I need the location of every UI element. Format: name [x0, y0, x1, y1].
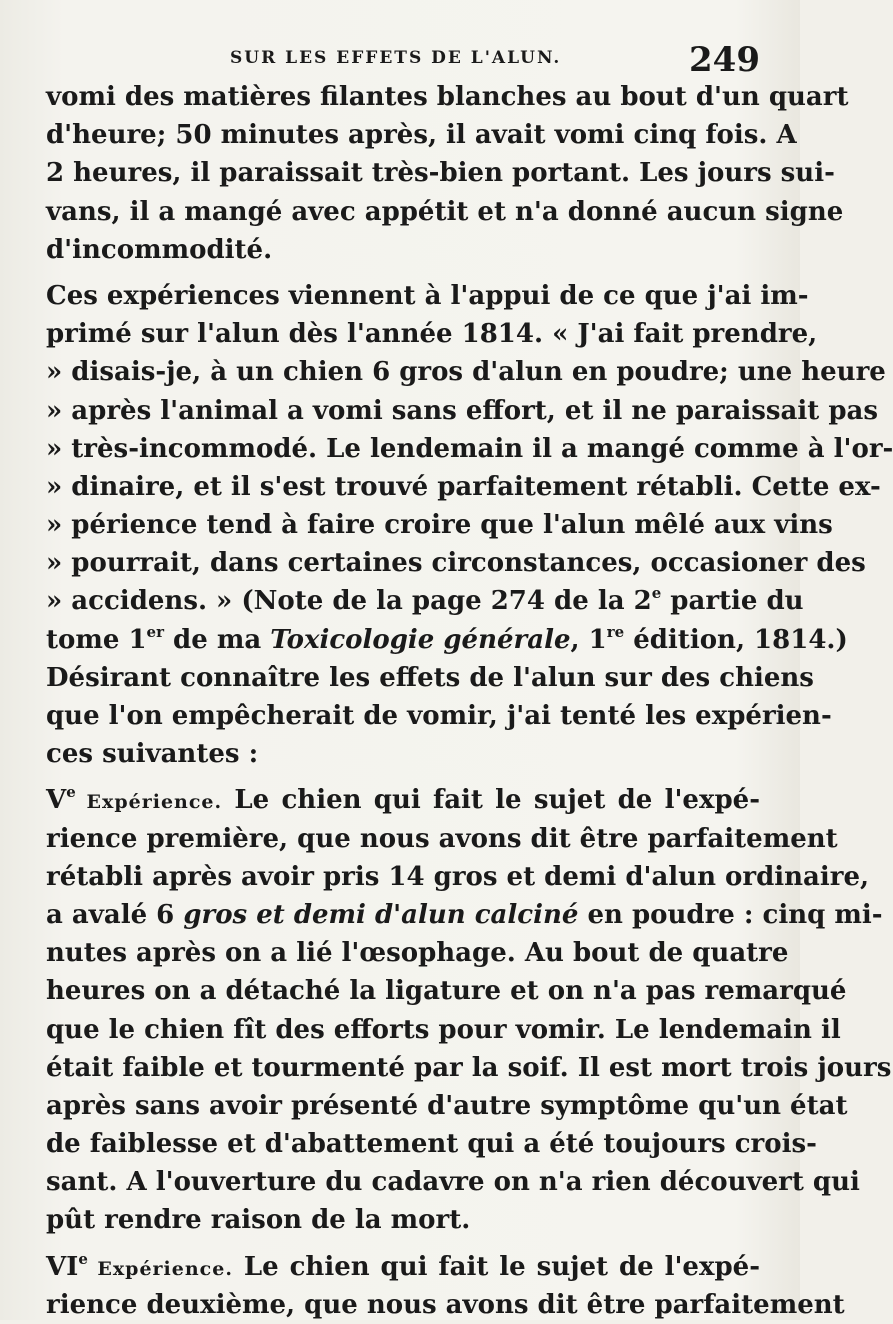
superscript: e — [78, 1249, 88, 1268]
page-header — [0, 40, 800, 80]
experiment-label: Expérience. — [75, 791, 223, 814]
text-line: » disais-je, à un chien 6 gros d'alun en poudre; une heure — [46, 357, 886, 388]
text-fragment: » accidens. » (Note de la page 274 de la 2 — [46, 586, 652, 617]
text-line — [46, 896, 883, 934]
text-line: pût rendre raison de la mort. — [46, 1205, 471, 1236]
italic-phrase: gros et demi d'alun calciné — [183, 899, 579, 930]
paragraph-quotation — [46, 277, 893, 659]
text-line — [46, 621, 848, 659]
text-line: après sans avoir présenté d'autre symptôme qu'un état — [46, 1090, 848, 1121]
text-line: » pourrait, dans certaines circonstances, occasioner des — [46, 548, 866, 579]
text-line — [46, 1248, 760, 1286]
text-fragment: édition, 1814.) — [624, 624, 848, 655]
text-line: 2 heures, il paraissait très-bien portant. Les jours sui- — [46, 158, 835, 189]
text-line: » périence tend à faire croire que l'alun mêlé aux vins — [46, 510, 833, 541]
text-line: sant. A l'ouverture du cadavre on n'a rien découvert qui — [46, 1167, 860, 1198]
text-line: Désirant connaître les effets de l'alun sur des chiens — [46, 662, 814, 693]
superscript: er — [146, 622, 164, 641]
superscript: e — [651, 584, 662, 603]
text-line: vomi des matières filantes blanches au bout d'un quart — [46, 82, 849, 112]
text-line: était faible et tourmenté par la soif. Il est mort trois jours — [46, 1052, 892, 1083]
paragraph-intro — [46, 659, 832, 774]
paragraph-experiment-5 — [46, 781, 892, 1239]
text-line: Ces expériences viennent à l'appui de ce que j'ai im- — [46, 280, 809, 311]
text-line: primé sur l'alun dès l'année 1814. « J'ai fait prendre, — [46, 319, 818, 350]
text-line: » très-incommodé. Le lendemain il a mangé comme à l'or- — [46, 433, 893, 464]
text-line — [46, 781, 760, 819]
text-line: ces suivantes : — [46, 739, 259, 770]
text-line: rétabli après avoir pris 14 gros et demi d'alun ordinaire, — [46, 861, 870, 892]
experiment-numeral: V — [46, 785, 67, 816]
text-fragment: tome 1 — [46, 624, 147, 655]
text-fragment: , 1 — [570, 624, 607, 655]
text-line: rience première, que nous avons dit être parfaitement — [46, 823, 838, 854]
text-fragment: a avalé 6 — [46, 899, 184, 930]
paragraph-continuation — [46, 78, 849, 269]
superscript: e — [66, 783, 76, 802]
text-line: » après l'animal a vomi sans effort, et il ne paraissait pas — [46, 395, 878, 426]
text-line: heures on a détaché la ligature et on n'a pas remarqué — [46, 976, 847, 1007]
page-body — [46, 78, 893, 1324]
text-fragment: Le chien qui fait le sujet de l'expé- — [222, 785, 760, 816]
running-head: SUR LES EFFETS DE L'ALUN. — [230, 48, 562, 68]
superscript: re — [606, 622, 625, 641]
text-line: d'heure; 50 minutes après, il avait vomi cinq fois. A — [46, 120, 797, 151]
book-title: Toxicologie générale — [270, 624, 571, 655]
text-line: » dinaire, et il s'est trouvé parfaitement rétabli. Cette ex- — [46, 471, 881, 502]
text-line: rience deuxième, que nous avons dit être parfaitement — [46, 1289, 845, 1320]
text-line: que le chien fît des efforts pour vomir. Le lendemain il — [46, 1014, 841, 1045]
text-line — [46, 582, 804, 620]
text-line: d'incommodité. — [46, 234, 273, 265]
text-fragment: Le chien qui fait le sujet de l'expé- — [232, 1251, 760, 1282]
text-line: que l'on empêcherait de vomir, j'ai tenté les expérien- — [46, 701, 832, 731]
text-fragment: de ma — [164, 624, 271, 655]
text-line: nutes après on a lié l'œsophage. Au bout de quatre — [46, 938, 789, 969]
text-line: de faiblesse et d'abattement qui a été toujours crois- — [46, 1129, 817, 1160]
paragraph-experiment-6 — [46, 1248, 845, 1324]
page-number: 249 — [689, 40, 760, 80]
text-fragment: en poudre : cinq mi- — [578, 899, 883, 930]
experiment-label: Expérience. — [87, 1257, 233, 1280]
text-fragment: partie du — [661, 586, 804, 617]
experiment-numeral: VI — [46, 1251, 79, 1282]
text-line: vans, il a mangé avec appétit et n'a donné aucun signe — [46, 196, 844, 227]
